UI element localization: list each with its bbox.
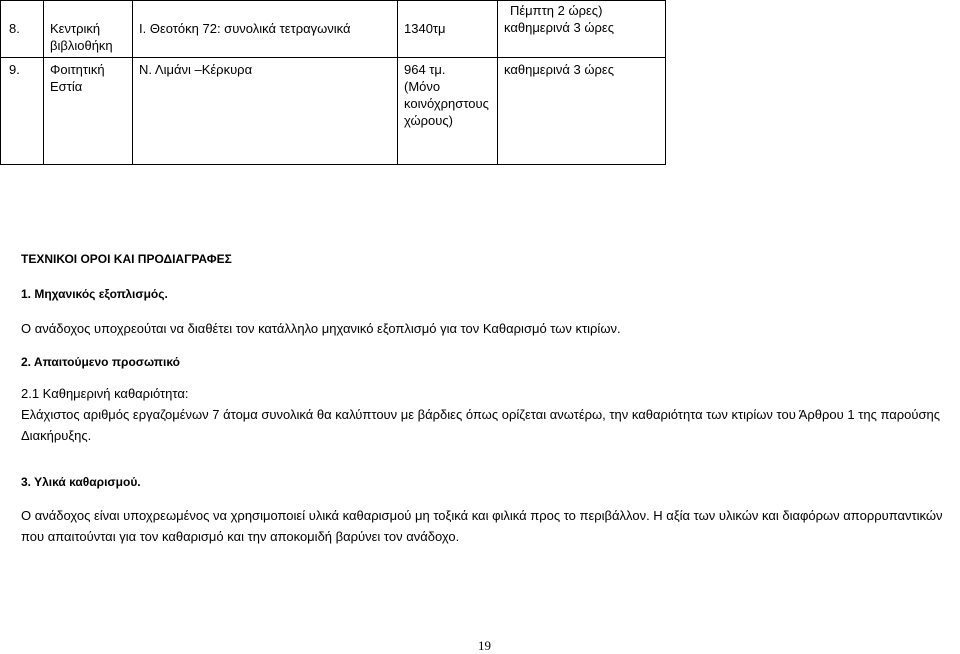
cell-line: 964 τμ. (404, 62, 446, 77)
subheading-daily-cleaning: 2.1 Καθημερινή καθαριότητα: (21, 386, 189, 401)
paragraph-equipment (21, 318, 960, 339)
cell-line: χώρους) (404, 113, 453, 128)
table-row (1, 1, 666, 58)
section-heading-materials: 3. Υλικά καθαρισμού. (21, 475, 141, 489)
paragraph-line: Ο ανάδοχος είναι υποχρεωμένος να χρησιμοποιεί υλικά καθαρισμού μη τοξικά και φιλικά προς το περιβάλλον. Η αξία των υλικών και διαφόρων απορρυπαντικών (21, 508, 943, 523)
buildings-table (0, 0, 666, 165)
paragraph-line: Ελάχιστος αριθμός εργαζομένων 7 άτομα συνολικά θα καλύπτουν με βάρδιες όπως ορίζεται ανωτέρω, την καθαριότητα των κτιρίων του Άρθρου 1 της παρούσης (21, 407, 941, 422)
cell-line: Ν. Λιμάνι –Κέρκυρα (139, 62, 253, 77)
building-name-cell (44, 1, 133, 58)
cell-line: 1340τμ (404, 21, 446, 36)
section-heading-staff: 2. Απαιτούμενο προσωπικό (21, 355, 180, 369)
table-row (1, 58, 666, 165)
area-cell (398, 58, 498, 165)
cell-line: καθημερινά 3 ώρες (504, 62, 614, 77)
cell-line: (Μόνο (404, 79, 441, 94)
section-title: ΤΕΧΝΙΚΟΙ ΟΡΟΙ ΚΑΙ ΠΡΟΔΙΑΓΡΑΦΕΣ (21, 252, 232, 266)
row-number-cell (1, 1, 44, 58)
page-number: 19 (478, 638, 491, 653)
cell-line: 9. (9, 62, 20, 77)
section-heading-equipment: 1. Μηχανικός εξοπλισμός. (21, 287, 168, 301)
cell-line: βιβλιοθήκη (50, 38, 113, 53)
address-cell (133, 1, 398, 58)
cell-line: 8. (9, 21, 20, 36)
cell-line: Εστία (50, 79, 83, 94)
building-name-cell (44, 58, 133, 165)
address-cell (133, 58, 398, 165)
paragraph-line: Ο ανάδοχος υποχρεούται να διαθέτει τον κατάλληλο μηχανικό εξοπλισμό για τον Καθαρισμό των κτιρίων. (21, 321, 621, 336)
cell-line: καθημερινά 3 ώρες (504, 20, 614, 35)
schedule-cell (498, 58, 666, 165)
cell-line: Ι. Θεοτόκη 72: συνολικά τετραγωνικά (139, 21, 351, 36)
cell-line: Κεντρική (50, 21, 101, 36)
cell-line: Πέμπτη 2 ώρες) (510, 3, 603, 18)
schedule-cell (498, 1, 666, 58)
paragraph-staff (21, 383, 960, 446)
paragraph-line: που απαιτούνται για τον καθαρισμό και την αποκομιδή βαρύνει τον ανάδοχο. (21, 529, 460, 544)
paragraph-line: Διακήρυξης. (21, 428, 92, 443)
row-number-cell (1, 58, 44, 165)
cell-line: Φοιτητική (50, 62, 105, 77)
area-cell (398, 1, 498, 58)
paragraph-materials (21, 505, 960, 547)
cell-line: κοινόχρηστους (404, 96, 489, 111)
